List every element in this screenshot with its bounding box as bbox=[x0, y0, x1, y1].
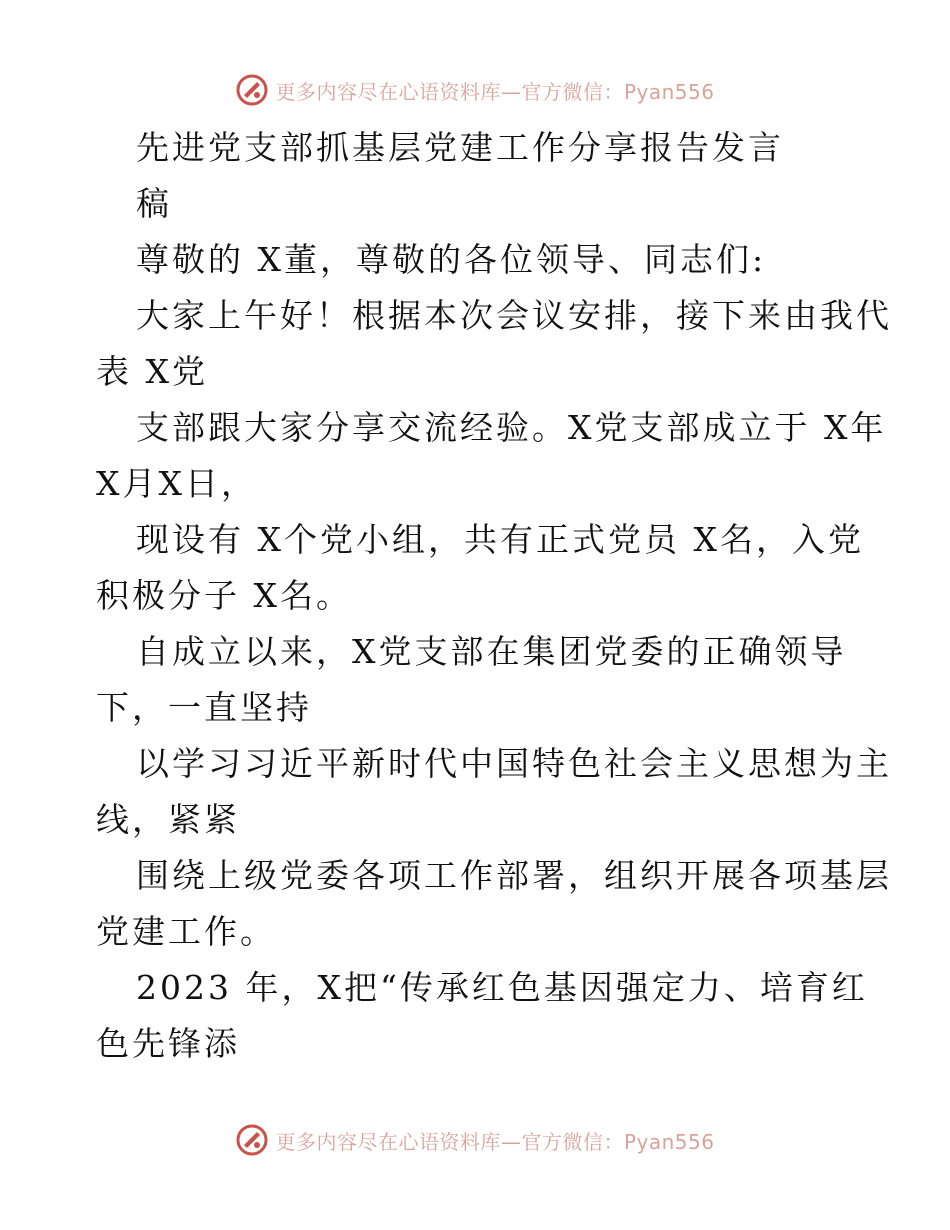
text-line: 先进党支部抓基层党建工作分享报告发言 bbox=[136, 128, 784, 167]
text-line: 支部跟大家分享交流经验。X党支部成立于 X年 bbox=[136, 408, 887, 447]
text-line: 以学习习近平新时代中国特色社会主义思想为主 bbox=[136, 744, 892, 783]
text-line: 稿 bbox=[136, 184, 172, 223]
text-line: 线，紧紧 bbox=[96, 800, 240, 839]
text-line: 党建工作。 bbox=[96, 912, 276, 951]
text-line: X月X日， bbox=[96, 464, 257, 503]
text-line: 色先锋添 bbox=[96, 1024, 240, 1063]
text-line: 大家上午好！根据本次会议安排，接下来由我代 bbox=[136, 296, 892, 335]
seal-logo-icon bbox=[235, 73, 269, 107]
text-line: 下，一直坚持 bbox=[96, 688, 312, 727]
text-line: 自成立以来，X党支部在集团党委的正确领导 bbox=[136, 632, 847, 671]
header-banner bbox=[0, 70, 950, 110]
text-line: 2023 年，X把“传承红色基因强定力、培育红 bbox=[136, 968, 868, 1007]
text-line: 围绕上级党委各项工作部署，组织开展各项基层 bbox=[136, 856, 892, 895]
text-line: 现设有 X个党小组，共有正式党员 X名，入党 bbox=[136, 520, 864, 559]
banner-text: 更多内容尽在心语资料库—官方微信：Pyan556 bbox=[275, 79, 715, 104]
text-line: 尊敬的 X董，尊敬的各位领导、同志们: bbox=[136, 240, 767, 279]
footer-banner bbox=[0, 1120, 950, 1160]
document-body bbox=[96, 120, 892, 1072]
banner-text: 更多内容尽在心语资料库—官方微信：Pyan556 bbox=[275, 1129, 715, 1154]
text-line: 表 X党 bbox=[96, 352, 208, 391]
seal-logo-icon bbox=[235, 1123, 269, 1157]
text-line: 积极分子 X名。 bbox=[96, 576, 352, 615]
